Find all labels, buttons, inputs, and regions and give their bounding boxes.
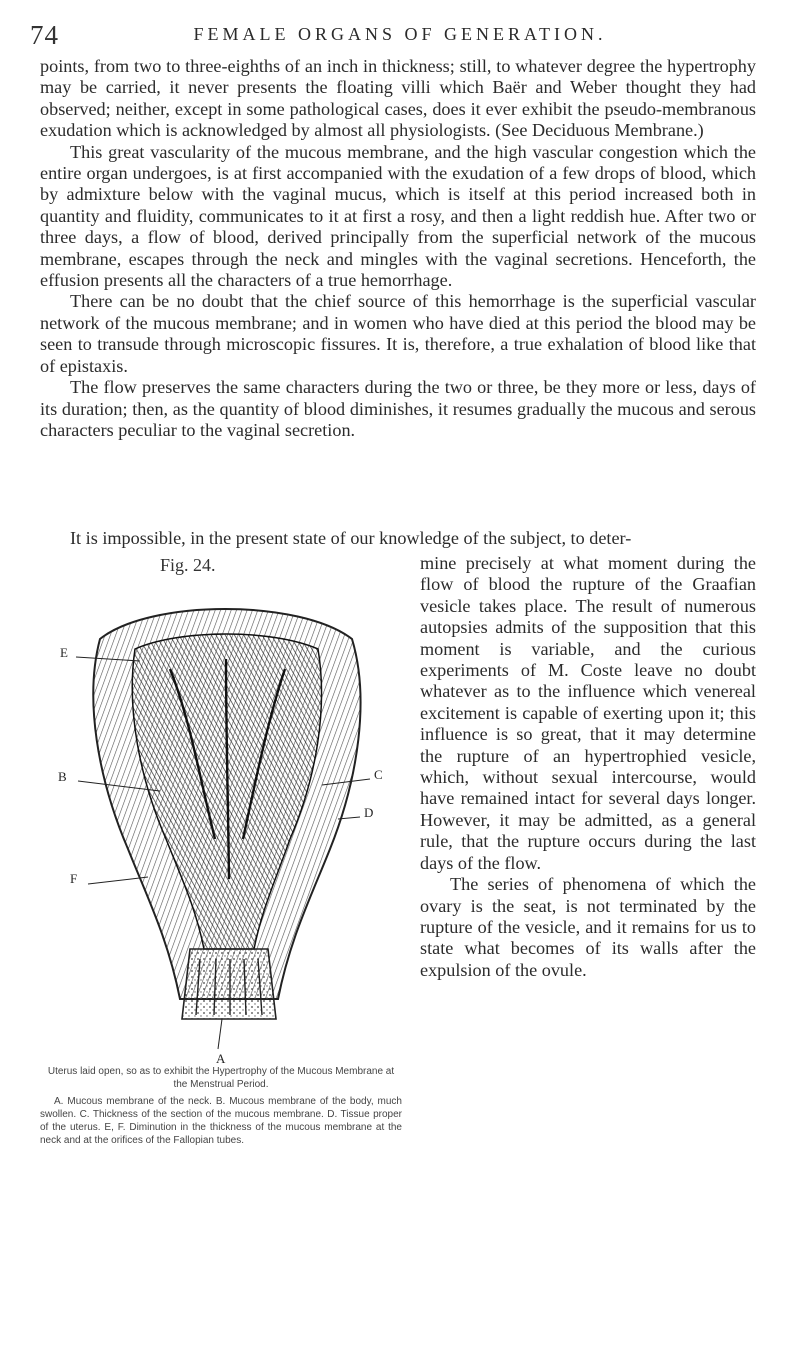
- figure-letter-f: F: [70, 871, 78, 886]
- figure-caption: [40, 1065, 402, 1147]
- paragraph: This great vascularity of the mucous membrane, and the high vascular congestion which the entire organ undergoes, is at first accompanied with the exudation of a few drops of blood, which by admixture below with the vaginal mucus, which is itself at this period increased both in quantity and fluidity, communicates to it at first a rosy, and then a light reddish hue. After two or three days, a flow of blood, derived principally from the superficial network of the mucous membrane, escapes through the neck and mingles with the vaginal secretions. Henceforth, the effusion presents all the characters of a true hemorrhage.: [40, 141, 756, 291]
- paragraph: points, from two to three-eighths of an inch in thickness; still, to whatever degree the hypertrophy may be carried, it never presents the floating villi which Baër and Weber thought they had observed; neither, except in some pathological cases, does it ever exhibit the pseudo-membranous exudation which is acknowledged by almost all physiologists. (See Deciduous Membrane.): [40, 56, 756, 141]
- figure-24: [40, 555, 410, 1165]
- figure-letter-e: E: [60, 645, 68, 660]
- uterus-illustration: [40, 579, 410, 1059]
- paragraph: mine precisely at what moment during the flow of blood the rupture of the Graafian vesicle takes place. The result of numerous autopsies admits of the supposition that this moment is variable, and the curious experiments of M. Coste leave no doubt whatever as to the influence which venereal excitement is capable of exerting upon it; this influence is so great, that it may determine the rupture of an hypertrophied vesicle, which, without sexual intercourse, would have remained intact for several days longer. However, it may be admitted, as a general rule, that the rupture occurs during the last days of the flow.: [420, 553, 756, 873]
- figure-letter-a: A: [216, 1051, 226, 1066]
- running-title: FEMALE ORGANS OF GENERATION.: [193, 24, 607, 44]
- figure-label: Fig. 24.: [160, 555, 216, 575]
- caption-title: Uterus laid open, so as to exhibit the Hypertrophy of the Mucous Membrane at the Menstrual Period.: [47, 1066, 395, 1090]
- running-head: [0, 20, 800, 48]
- figure-letter-c: C: [374, 767, 383, 782]
- caption-legend: A. Mucous membrane of the neck. B. Mucous membrane of the body, much swollen. C. Thickness of the section of the mucous membrane. D. Tissue proper of the uterus. E, F. Diminution in the thickness of the mucous membrane at the neck and at the orifices of the Fallopian tubes.: [40, 1096, 402, 1146]
- figure-letter-d: D: [364, 805, 374, 820]
- paragraph: There can be no doubt that the chief source of this hemorrhage is the superficial vascular network of the mucous membrane; and in women who have died at this period the blood may be seen to transude through microscopic fissures. It is, therefore, a true exhalation of blood like that of epistaxis.: [40, 291, 756, 376]
- paragraph: The series of phenomena of which the ovary is the seat, is not terminated by the rupture of the vesicle, and it remains for us to state what becomes of its walls after the expulsion of the ovule.: [420, 874, 756, 980]
- paragraph: The flow preserves the same characters during the two or three, be they more or less, days of its duration; then, as the quantity of blood diminishes, it resumes gradually the mucous and serous characters peculiar to the vaginal secretion.: [40, 377, 756, 440]
- figure-letter-b: B: [58, 769, 67, 784]
- body-text-right-column: [420, 553, 756, 981]
- body-text-top: [40, 56, 756, 441]
- paragraph-lead-line: It is impossible, in the present state of our knowledge of the subject, to deter-: [70, 528, 632, 548]
- page-number: 74: [30, 20, 59, 50]
